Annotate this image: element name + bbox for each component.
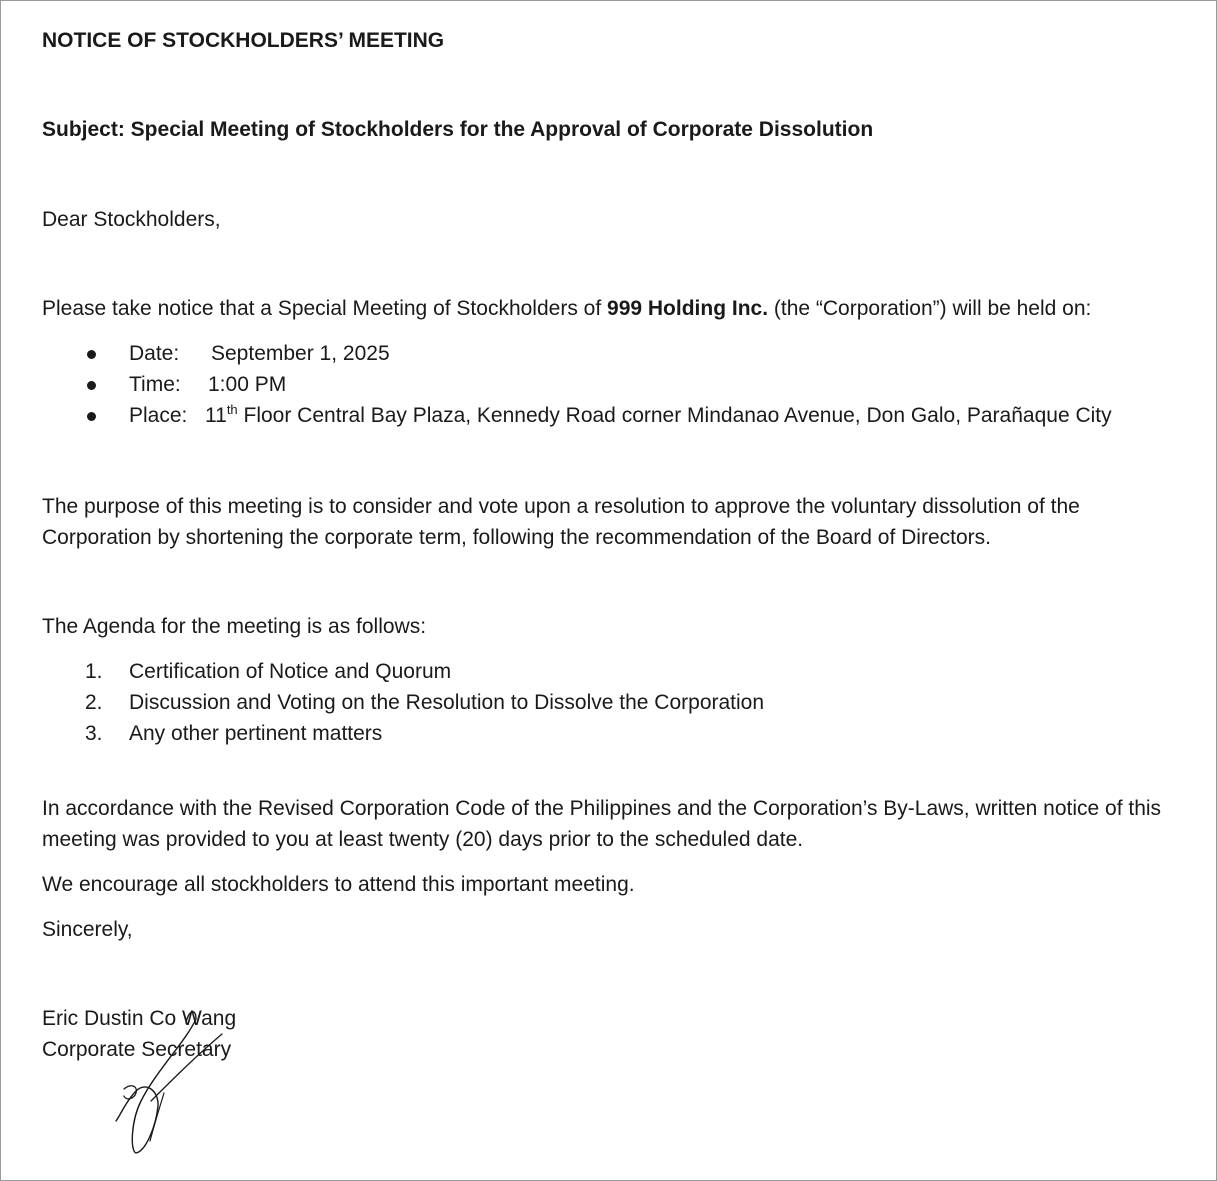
agenda-item-text: Certification of Notice and Quorum (129, 660, 452, 683)
time-label: Time: (129, 373, 181, 396)
agenda-list (42, 656, 1192, 749)
agenda-item-text: Discussion and Voting on the Resolution to Dissolve the Corporation (129, 691, 765, 714)
encourage-paragraph: We encourage all stockholders to attend this important meeting. (42, 873, 635, 896)
bullet-icon (87, 381, 96, 390)
agenda-item-number: 3. (85, 722, 103, 745)
meeting-details-list (42, 338, 1192, 431)
greeting: Dear Stockholders, (42, 208, 221, 231)
notice-content (42, 25, 1192, 1065)
bullet-icon (87, 350, 96, 359)
accordance-paragraph: In accordance with the Revised Corporation Code of the Philippines and the Corporation’s By-Laws, written notice of this meeting was provided to you at least twenty (20) days prior to the scheduled date. (42, 797, 1162, 851)
company-name: 999 Holding Inc. (607, 297, 769, 320)
agenda-item-number: 1. (85, 660, 103, 683)
place-label: Place: (129, 404, 188, 427)
signer-title: Corporate Secretary (42, 1038, 232, 1061)
place-address: Floor Central Bay Plaza, Kennedy Road corner Mindanao Avenue, Don Galo, Parañaque City (237, 404, 1112, 427)
closing-salutation: Sincerely, (42, 918, 133, 941)
intro-paragraph (42, 293, 1192, 324)
time-value: 1:00 PM (208, 373, 287, 396)
intro-text-before: Please take notice that a Special Meeting of Stockholders of (42, 297, 608, 320)
bullet-icon (87, 412, 96, 421)
signer-name: Eric Dustin Co Wang (42, 1007, 237, 1030)
place-floor-suffix: th (226, 402, 238, 417)
agenda-item-text: Any other pertinent matters (129, 722, 383, 745)
date-value: September 1, 2025 (211, 342, 390, 365)
notice-title: NOTICE OF STOCKHOLDERS’ MEETING (42, 29, 445, 52)
place-floor: 11 (205, 404, 227, 427)
detail-date (42, 338, 1192, 369)
purpose-paragraph: The purpose of this meeting is to consider and vote upon a resolution to approve the voluntary dissolution of the Corporation by shortening the corporate term, following the recommendation of the Board of Directors. (42, 495, 1080, 549)
intro-text-after: (the “Corporation”) will be held on: (768, 297, 1092, 320)
detail-place (42, 400, 1192, 431)
agenda-item (42, 687, 1192, 718)
detail-time (42, 369, 1192, 400)
agenda-intro: The Agenda for the meeting is as follows: (42, 615, 427, 638)
agenda-item (42, 718, 1192, 749)
date-label: Date: (129, 342, 180, 365)
notice-subject: Subject: Special Meeting of Stockholders for the Approval of Corporate Dissolution (42, 118, 874, 141)
handwritten-signature (96, 1001, 236, 1161)
agenda-item (42, 656, 1192, 687)
agenda-item-number: 2. (85, 691, 103, 714)
